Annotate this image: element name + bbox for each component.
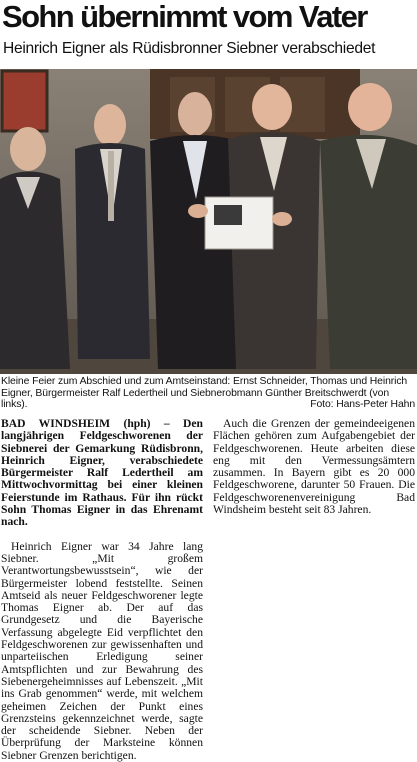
subheadline: Heinrich Eigner als Rüdisbronner Siebner verabschiedet — [3, 40, 376, 57]
headline: Sohn übernimmt vom Vater — [2, 0, 367, 34]
article-photo — [0, 69, 417, 374]
article-column-right — [213, 418, 415, 516]
body-paragraph-1: Heinrich Eigner war 34 Jahre lang Siebner. „Mit großem Verantwortungsbewusstsein“, wie der Bürgermeister lobend feststellte. Seinen Amtseid als neuer Feldgeschworener legte Thomas Eigner ab. Der auf das Grundgesetz und die Bayerische Verfassung abgelegte Eid verpflichtet den Feldgeschworenen zur gewissenhaften und unparteiischen Erledigung seiner Amtspflichten und zur Bewahrung des Siebenergeheimnisses auf Lebenszeit. „Mit ins Grab genommen“ werde, mit welchem geheimen Zeichen der Punkt eines Grenzsteins gekennzeichnet werde, sagte der scheidende Siebner. Neben der Überprüfung der Marksteine können Siebner Grenzen berichtigen. — [1, 539, 203, 762]
article-column-left — [1, 418, 203, 762]
photo-credit: Foto: Hans-Peter Hahn — [310, 399, 415, 411]
caption-text: Kleine Feier zum Abschied und zum Amtseinstand: Ernst Schneider, Thomas und Heinrich Eigner, Bürgermeister Ralf Ledertheil und Siebnerobmann Günther Breitschwerdt (von links). — [1, 376, 408, 411]
lead-paragraph: BAD WINDSHEIM (hph) – Den langjährigen Feldgeschworenen der Siebnerei der Gemarkung Rüdisbronn, Heinrich Eigner, verabschiedete Bürgermeister Ralf Ledertheil am Mittwochvormittag bei einer kleinen Feierstunde im Rathaus. Für ihn rückt Sohn Thomas Eigner in das Ehrenamt nach. — [1, 417, 203, 529]
photo-caption — [1, 376, 415, 411]
body-paragraph-2: Auch die Grenzen der gemeindeeigenen Flächen gehören zum Aufgabengebiet der Feldgeschworenen. Heute arbeiten diese eng mit den Vermessungsämtern zusammen. In Bayern gibt es 20 000 Feldgeschworene, darunter 50 Frauen. Die Feldgeschworenenvereinigung Bad Windsheim besteht seit 83 Jahren. — [213, 417, 415, 517]
